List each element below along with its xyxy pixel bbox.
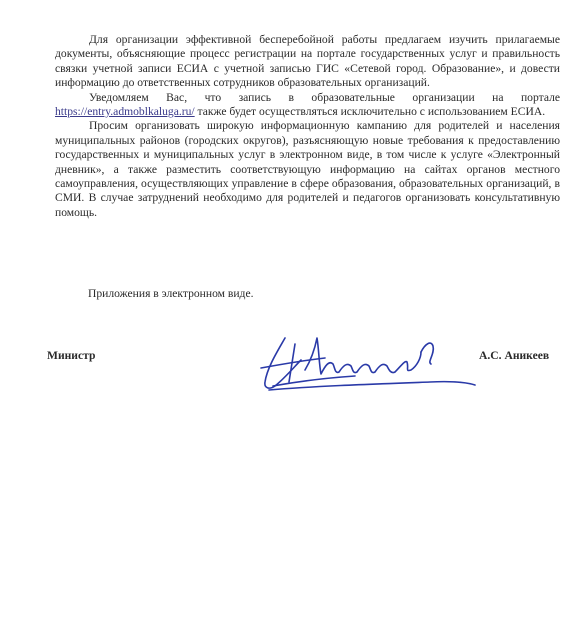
paragraph-information-campaign: Просим организовать широкую информационную кампанию для родителей и населения муниципальных районов (городских округов), разъясняющую новые требования к предоставлению государственных и муниципальных услуг в электронном виде, в том числе к услуге «Электронный дневник», а также разместить соответствующую информацию на сайтах органов местного самоуправления, осуществляющих управление в сфере образования, образовательных организаций, в СМИ. В случае затруднений необходимо для родителей и педагогов организовать консультативную помощь. [55, 119, 560, 219]
paragraph-enrollment [55, 91, 560, 120]
handwritten-signature [255, 330, 480, 398]
letter-body [55, 33, 560, 220]
portal-link[interactable]: https://entry.admoblkaluga.ru/ [55, 105, 195, 119]
signer-position: Министр [47, 349, 96, 362]
paragraph-enrollment-start: Уведомляем Вас, что запись в образовательные организации на портале [89, 90, 560, 104]
signer-name: А.С. Аникеев [479, 349, 550, 362]
paragraph-enrollment-end: также будет осуществляться исключительно с использованием ЕСИА. [194, 105, 546, 119]
paragraph-registration: Для организации эффективной бесперебойной работы предлагаем изучить прилагаемые документы, объясняющие процесс регистрации на портале государственных услуг и правильность связки учетной записи ЕСИА с учетной записью ГИС «Сетевой город. Образование», и довести информацию до ответственных сотрудников образовательных организаций. [55, 33, 560, 90]
attachments-note: Приложения в электронном виде. [88, 287, 254, 300]
